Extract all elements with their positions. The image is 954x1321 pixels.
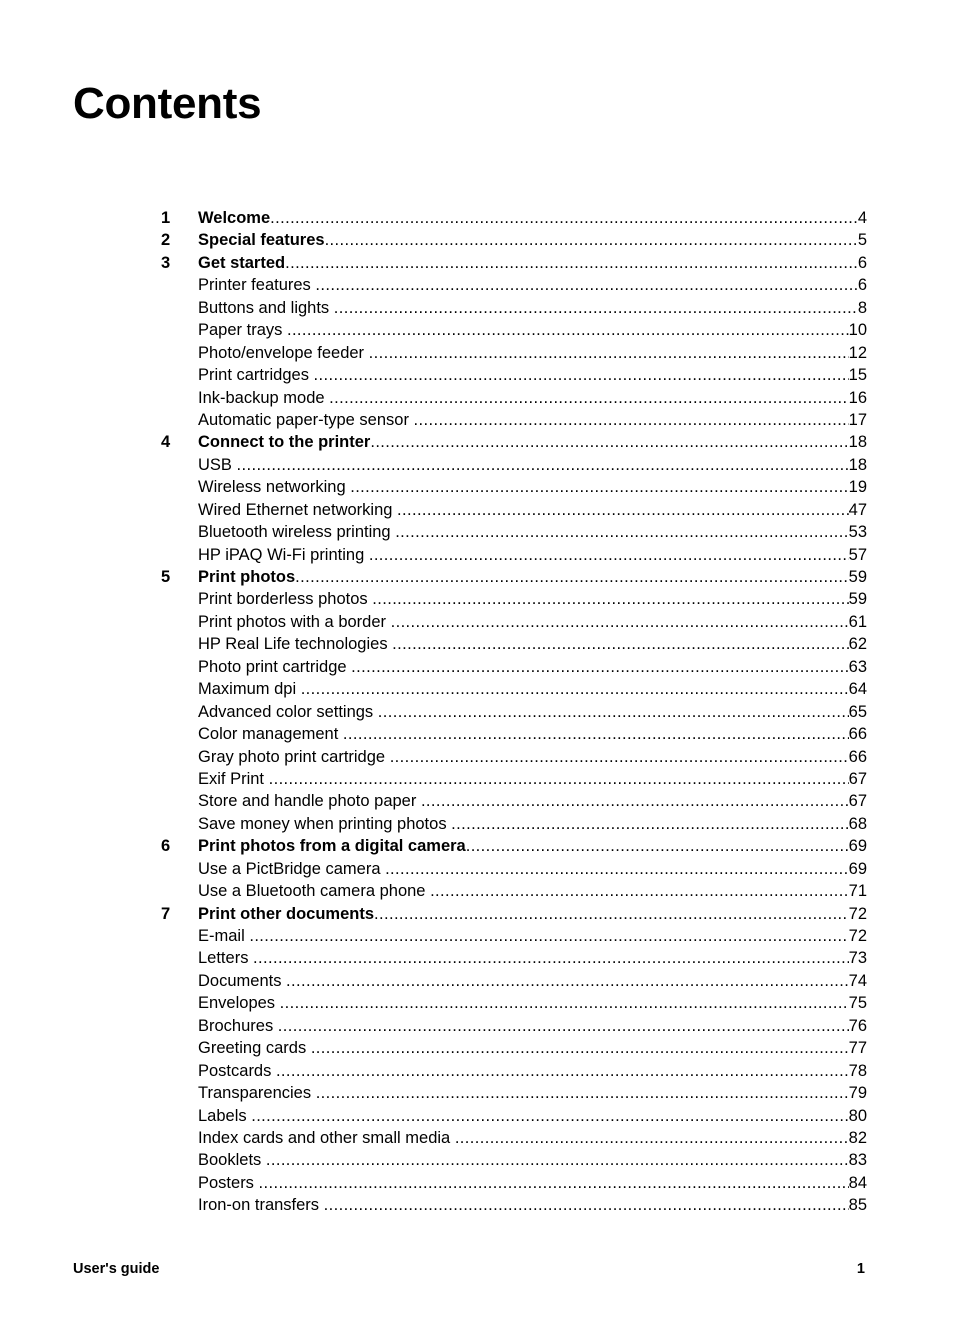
toc-section-entry[interactable] — [161, 274, 867, 296]
toc-entry-line — [198, 274, 867, 296]
toc-entry-line — [198, 364, 867, 386]
toc-page-number: 59 — [848, 590, 867, 609]
toc-entry-title: Connect to the printer — [198, 433, 371, 452]
toc-chapter-entry[interactable] — [161, 903, 867, 925]
toc-entry-title: Buttons and lights — [198, 298, 334, 317]
toc-dot-leader — [395, 521, 848, 543]
toc-entry-title: Print photos from a digital camera — [198, 837, 466, 856]
toc-page-number: 18 — [848, 433, 867, 452]
toc-chapter-number: 7 — [161, 904, 171, 923]
toc-chapter-entry[interactable] — [161, 229, 867, 251]
toc-dot-leader — [301, 678, 849, 700]
toc-page-number: 85 — [848, 1196, 867, 1215]
toc-section-entry[interactable] — [161, 364, 867, 386]
toc-page-number: 6 — [857, 276, 867, 295]
toc-dot-leader — [324, 1194, 849, 1216]
toc-page-number: 66 — [848, 725, 867, 744]
toc-page-number: 77 — [848, 1039, 867, 1058]
toc-page-number: 6 — [857, 253, 867, 272]
toc-entry-title: HP Real Life technologies — [198, 635, 393, 654]
toc-dot-leader — [295, 566, 848, 588]
toc-entry-title: Envelopes — [198, 994, 280, 1013]
toc-entry-line — [198, 252, 867, 274]
toc-entry-line — [198, 768, 867, 790]
toc-section-entry[interactable] — [161, 768, 867, 790]
toc-entry-line — [198, 992, 867, 1014]
toc-page-number: 67 — [848, 769, 867, 788]
toc-dot-leader — [280, 992, 849, 1014]
toc-chapter-number: 4 — [161, 433, 171, 452]
toc-page-number: 5 — [857, 231, 867, 250]
toc-dot-leader — [311, 1037, 849, 1059]
toc-entry-title: Wired Ethernet networking — [198, 500, 398, 519]
toc-entry-title: Iron-on transfers — [198, 1196, 324, 1215]
toc-entry-line — [198, 1015, 867, 1037]
toc-entry-line — [198, 903, 867, 925]
toc-page-number: 57 — [848, 545, 867, 564]
toc-entry-title: Print other documents — [198, 904, 375, 923]
toc-entry-title: Welcome — [198, 209, 271, 227]
toc-dot-leader — [315, 274, 857, 296]
toc-entry-title: Brochures — [198, 1016, 278, 1035]
toc-entry-line — [198, 656, 867, 678]
toc-chapter-number: 1 — [161, 209, 171, 227]
toc-entry-line — [198, 409, 867, 431]
toc-section-entry[interactable] — [161, 387, 867, 409]
toc-dot-leader — [266, 1149, 849, 1171]
toc-entry-title: USB — [198, 455, 237, 474]
toc-page-number: 47 — [848, 500, 867, 519]
toc-entry-line — [198, 858, 867, 880]
toc-dot-leader — [390, 746, 849, 768]
toc-entry-title: Transparencies — [198, 1084, 316, 1103]
toc-chapter-entry[interactable] — [161, 566, 867, 588]
toc-page-number: 8 — [857, 298, 867, 317]
toc-entry-title: E-mail — [198, 927, 250, 945]
toc-dot-leader — [249, 925, 848, 947]
toc-dot-leader — [325, 229, 858, 251]
toc-section-entry[interactable] — [161, 454, 867, 476]
toc-chapter-entry[interactable] — [161, 252, 867, 274]
toc-dot-leader — [316, 1082, 849, 1104]
toc-entry-title: Print cartridges — [198, 366, 314, 385]
toc-page-number: 4 — [857, 209, 867, 227]
toc-entry-title: Maximum dpi — [198, 680, 301, 699]
toc-entry-title: Bluetooth wireless printing — [198, 523, 396, 542]
toc-dot-leader — [466, 835, 849, 857]
toc-section-entry[interactable] — [161, 790, 867, 812]
toc-entry-line — [198, 1194, 867, 1216]
toc-dot-leader — [251, 1105, 848, 1127]
toc-entry-title: Index cards and other small media — [198, 1128, 455, 1147]
toc-section-entry[interactable] — [161, 813, 867, 835]
toc-page-number: 79 — [848, 1084, 867, 1103]
table-of-contents — [161, 207, 867, 1217]
toc-section-entry[interactable] — [161, 701, 867, 723]
toc-chapter-entry[interactable] — [161, 431, 867, 453]
toc-entry-line — [198, 633, 867, 655]
toc-entry-line — [198, 229, 867, 251]
toc-dot-leader — [372, 588, 848, 610]
toc-page-number: 76 — [848, 1016, 867, 1035]
toc-entry-line — [198, 1149, 867, 1171]
toc-section-entry[interactable] — [161, 880, 867, 902]
toc-dot-leader — [287, 319, 849, 341]
toc-dot-leader — [270, 207, 858, 229]
toc-entry-line — [198, 701, 867, 723]
toc-dot-leader — [329, 387, 848, 409]
toc-entry-line — [198, 454, 867, 476]
toc-section-entry[interactable] — [161, 678, 867, 700]
toc-section-entry[interactable] — [161, 858, 867, 880]
toc-entry-title: Exif Print — [198, 769, 269, 788]
toc-page-number: 72 — [848, 927, 867, 945]
toc-section-entry[interactable] — [161, 656, 867, 678]
toc-entry-title: Photo print cartridge — [198, 657, 352, 676]
toc-chapter-entry[interactable] — [161, 835, 867, 857]
toc-entry-line — [198, 521, 867, 543]
toc-section-entry[interactable] — [161, 1172, 867, 1194]
toc-chapter-number: 5 — [161, 568, 171, 586]
toc-entry-title: Use a PictBridge camera — [198, 859, 386, 878]
toc-entry-title: Postcards — [198, 1061, 276, 1080]
toc-entry-title: Color management — [198, 725, 343, 744]
toc-page-number: 67 — [848, 792, 867, 811]
toc-entry-line — [198, 835, 867, 857]
toc-page-number: 69 — [848, 859, 867, 878]
toc-page-number: 12 — [848, 343, 867, 362]
toc-dot-leader — [269, 768, 849, 790]
toc-chapter-number: 3 — [161, 253, 171, 272]
toc-page-number: 15 — [848, 366, 867, 385]
toc-dot-leader — [253, 947, 849, 969]
toc-dot-leader — [285, 252, 858, 274]
toc-dot-leader — [430, 880, 849, 902]
toc-section-entry[interactable] — [161, 476, 867, 498]
toc-entry-title: Print photos — [198, 568, 296, 586]
toc-entry-title: Advanced color settings — [198, 702, 378, 721]
toc-section-entry[interactable] — [161, 947, 867, 969]
toc-dot-leader — [286, 970, 849, 992]
toc-entry-line — [198, 970, 867, 992]
toc-chapter-number: 2 — [161, 231, 171, 250]
toc-section-entry[interactable] — [161, 342, 867, 364]
toc-page-number: 80 — [848, 1106, 867, 1125]
toc-dot-leader — [374, 903, 849, 925]
toc-entry-line — [198, 880, 867, 902]
toc-dot-leader — [369, 544, 849, 566]
toc-dot-leader — [385, 858, 849, 880]
toc-page-number: 53 — [848, 523, 867, 542]
toc-entry-title: Special features — [198, 231, 325, 250]
toc-entry-title: Photo/envelope feeder — [198, 343, 369, 362]
toc-dot-leader — [259, 1172, 849, 1194]
toc-page-number: 10 — [848, 321, 867, 340]
toc-dot-leader — [397, 499, 849, 521]
toc-entry-title: Wireless networking — [198, 478, 351, 497]
toc-dot-leader — [370, 431, 848, 453]
toc-entry-title: Print photos with a border — [198, 612, 391, 631]
footer-page-number: 1 — [856, 1261, 865, 1277]
toc-entry-title: Print borderless photos — [198, 590, 373, 609]
page-title: Contents — [73, 79, 262, 128]
toc-page-number: 59 — [848, 568, 867, 586]
toc-page-number: 78 — [848, 1061, 867, 1080]
toc-section-entry[interactable] — [161, 588, 867, 610]
toc-entry-line — [198, 342, 867, 364]
toc-entry-title: HP iPAQ Wi-Fi printing — [198, 545, 369, 564]
toc-dot-leader — [378, 701, 849, 723]
toc-entry-title: Posters — [198, 1173, 259, 1192]
toc-entry-title: Ink-backup mode — [198, 388, 330, 407]
toc-page-number: 68 — [848, 814, 867, 833]
toc-entry-line — [198, 611, 867, 633]
toc-entry-title: Gray photo print cartridge — [198, 747, 390, 766]
toc-entry-line — [198, 746, 867, 768]
toc-entry-line — [198, 1082, 867, 1104]
toc-page-number: 17 — [848, 410, 867, 429]
toc-page-number: 61 — [848, 612, 867, 631]
toc-entry-title: Get started — [198, 253, 286, 272]
toc-section-entry[interactable] — [161, 992, 867, 1014]
toc-section-entry[interactable] — [161, 970, 867, 992]
toc-entry-title: Letters — [198, 949, 254, 968]
toc-section-entry[interactable] — [161, 723, 867, 745]
toc-page-number: 19 — [848, 478, 867, 497]
toc-section-entry[interactable] — [161, 319, 867, 341]
toc-section-entry[interactable] — [161, 409, 867, 431]
toc-section-entry[interactable] — [161, 1127, 867, 1149]
toc-entry-line — [198, 947, 867, 969]
toc-section-entry[interactable] — [161, 1060, 867, 1082]
toc-section-entry[interactable] — [161, 1015, 867, 1037]
toc-entry-line — [198, 790, 867, 812]
toc-section-entry[interactable] — [161, 925, 867, 947]
toc-dot-leader — [237, 454, 849, 476]
toc-entry-line — [198, 1060, 867, 1082]
toc-entry-line — [198, 723, 867, 745]
toc-page-number: 84 — [848, 1173, 867, 1192]
toc-entry-title: Save money when printing photos — [198, 814, 452, 833]
toc-page-number: 64 — [848, 680, 867, 699]
toc-entry-line — [198, 319, 867, 341]
toc-section-entry[interactable] — [161, 1082, 867, 1104]
toc-dot-leader — [351, 656, 848, 678]
toc-section-entry[interactable] — [161, 1149, 867, 1171]
toc-entry-line — [198, 925, 867, 947]
toc-entry-line — [198, 678, 867, 700]
toc-page-number: 74 — [848, 971, 867, 990]
toc-dot-leader — [455, 1127, 849, 1149]
toc-entry-title: Store and handle photo paper — [198, 792, 421, 811]
toc-entry-title: Printer features — [198, 276, 316, 295]
toc-dot-leader — [343, 723, 849, 745]
toc-entry-line — [198, 544, 867, 566]
toc-entry-line — [198, 387, 867, 409]
toc-entry-title: Booklets — [198, 1151, 266, 1170]
toc-dot-leader — [350, 476, 848, 498]
toc-dot-leader — [334, 297, 858, 319]
toc-dot-leader — [421, 790, 849, 812]
toc-dot-leader — [276, 1060, 849, 1082]
toc-dot-leader — [392, 633, 848, 655]
toc-section-entry[interactable] — [161, 1194, 867, 1216]
toc-page-number: 82 — [848, 1128, 867, 1147]
toc-entry-line — [198, 1037, 867, 1059]
toc-section-entry[interactable] — [161, 1037, 867, 1059]
toc-entry-line — [198, 813, 867, 835]
toc-section-entry[interactable] — [161, 1105, 867, 1127]
toc-entry-line — [198, 1127, 867, 1149]
toc-page-number: 83 — [848, 1151, 867, 1170]
toc-page-number: 16 — [848, 388, 867, 407]
toc-page-number: 62 — [848, 635, 867, 654]
toc-entry-title: Use a Bluetooth camera phone — [198, 882, 431, 901]
toc-entry-title: Automatic paper-type sensor — [198, 410, 414, 429]
toc-page-number: 71 — [848, 882, 867, 901]
toc-entry-title: Paper trays — [198, 321, 287, 340]
toc-chapter-number: 6 — [161, 837, 171, 856]
toc-page-number: 69 — [848, 837, 867, 856]
toc-section-entry[interactable] — [161, 633, 867, 655]
toc-dot-leader — [414, 409, 849, 431]
toc-entry-title: Labels — [198, 1106, 252, 1125]
toc-dot-leader — [314, 364, 849, 386]
toc-entry-line — [198, 499, 867, 521]
toc-page-number: 75 — [848, 994, 867, 1013]
toc-entry-title: Documents — [198, 971, 287, 990]
toc-dot-leader — [451, 813, 848, 835]
toc-entry-line — [198, 566, 867, 588]
toc-section-entry[interactable] — [161, 297, 867, 319]
toc-dot-leader — [278, 1015, 849, 1037]
toc-section-entry[interactable] — [161, 499, 867, 521]
toc-entry-line — [198, 1172, 867, 1194]
toc-entry-line — [198, 207, 867, 229]
toc-dot-leader — [391, 611, 849, 633]
toc-page-number: 66 — [848, 747, 867, 766]
toc-page-number: 18 — [848, 455, 867, 474]
toc-page-number: 63 — [848, 657, 867, 676]
toc-entry-line — [198, 588, 867, 610]
toc-section-entry[interactable] — [161, 611, 867, 633]
toc-entry-line — [198, 476, 867, 498]
toc-dot-leader — [369, 342, 849, 364]
toc-section-entry[interactable] — [161, 746, 867, 768]
toc-entry-title: Greeting cards — [198, 1039, 311, 1058]
toc-section-entry[interactable] — [161, 544, 867, 566]
toc-entry-line — [198, 1105, 867, 1127]
footer-guide-name: User's guide — [73, 1261, 160, 1277]
toc-section-entry[interactable] — [161, 521, 867, 543]
toc-page-number: 73 — [848, 949, 867, 968]
toc-page-number: 65 — [848, 702, 867, 721]
toc-chapter-entry[interactable] — [161, 207, 867, 229]
toc-page-number: 72 — [848, 904, 867, 923]
toc-entry-line — [198, 297, 867, 319]
toc-entry-line — [198, 431, 867, 453]
